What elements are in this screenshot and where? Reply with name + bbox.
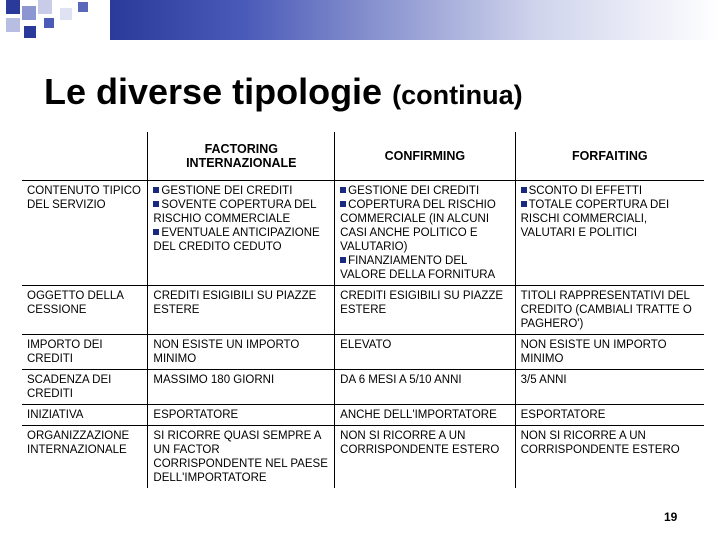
table-cell: CREDITI ESIGIBILI SU PIAZZE ESTERE: [148, 286, 335, 335]
table-row: [22, 426, 704, 489]
table-row: [22, 181, 704, 286]
bullet-item: FINANZIAMENTO DEL VALORE DELLA FORNITURA: [340, 255, 496, 281]
table-row: [22, 370, 704, 405]
comparison-table: [22, 132, 704, 488]
table-header-row: [22, 132, 704, 181]
header-forfaiting: FORFAITING: [515, 132, 704, 181]
bullet-item: GESTIONE DEI CREDITI: [153, 184, 330, 198]
header-confirming: CONFIRMING: [335, 132, 515, 181]
title-main: Le diverse tipologie: [44, 71, 383, 112]
table-cell: NON ESISTE UN IMPORTO MINIMO: [515, 335, 704, 370]
square-bullet-icon: [153, 187, 159, 193]
table-cell: [515, 181, 704, 286]
header-cell-empty: [22, 132, 148, 181]
table-cell: NON ESISTE UN IMPORTO MINIMO: [148, 335, 335, 370]
header-factoring: FACTORING INTERNAZIONALE: [148, 132, 335, 181]
slide-title: [44, 72, 523, 115]
deco-square: [24, 26, 36, 38]
title-subtitle: (continua): [392, 80, 523, 110]
row-label: IMPORTO DEI CREDITI: [22, 335, 148, 370]
square-bullet-icon: [153, 201, 159, 207]
deco-square: [22, 6, 36, 20]
square-bullet-icon: [521, 187, 527, 193]
bullet-item: SCONTO DI EFFETTI: [521, 184, 700, 198]
table-cell: ESPORTATORE: [515, 405, 704, 426]
square-bullet-icon: [340, 187, 346, 193]
deco-square: [6, 0, 20, 14]
row-label: ORGANIZZAZIONE INTERNAZIONALE: [22, 426, 148, 489]
bullet-item: SOVENTE COPERTURA DEL RISCHIO COMMERCIALE: [153, 199, 317, 225]
bullet-item: COPERTURA DEL RISCHIO COMMERCIALE (IN ALCUNI CASI ANCHE POLITICO E VALUTARIO): [340, 199, 496, 253]
table-cell: ELEVATO: [335, 335, 515, 370]
deco-square: [6, 18, 20, 32]
table-cell: DA 6 MESI A 5/10 ANNI: [335, 370, 515, 405]
table-cell: ANCHE DELL'IMPORTATORE: [335, 405, 515, 426]
page-number: 19: [664, 510, 678, 524]
row-label: CONTENUTO TIPICO DEL SERVIZIO: [22, 181, 148, 286]
table-cell: 3/5 ANNI: [515, 370, 704, 405]
bullet-item: EVENTUALE ANTICIPAZIONE DEL CREDITO CEDUTO: [153, 227, 320, 253]
square-bullet-icon: [340, 257, 346, 263]
table-cell: ESPORTATORE: [148, 405, 335, 426]
table-row: [22, 405, 704, 426]
header-gradient-bar: [110, 0, 720, 40]
bullet-item: GESTIONE DEI CREDITI: [340, 184, 510, 198]
deco-square: [60, 8, 72, 20]
row-label: SCADENZA DEI CREDITI: [22, 370, 148, 405]
deco-square: [44, 18, 54, 28]
table-cell: MASSIMO 180 GIORNI: [148, 370, 335, 405]
table-cell: [335, 181, 515, 286]
square-bullet-icon: [153, 229, 159, 235]
table-cell: [148, 181, 335, 286]
square-bullet-icon: [340, 201, 346, 207]
table-cell: TITOLI RAPPRESENTATIVI DEL CREDITO (CAMBIALI TRATTE O PAGHERO'): [515, 286, 704, 335]
table-cell: NON SI RICORRE A UN CORRISPONDENTE ESTERO: [520, 430, 680, 456]
table-row: [22, 286, 704, 335]
row-label: OGGETTO DELLA CESSIONE: [22, 286, 148, 335]
deco-square: [38, 0, 52, 14]
table-cell: NON SI RICORRE A UN CORRISPONDENTE ESTERO: [335, 426, 515, 489]
header-decoration: [0, 0, 720, 40]
table-cell: CREDITI ESIGIBILI SU PIAZZE ESTERE: [335, 286, 515, 335]
bullet-item: TOTALE COPERTURA DEI RISCHI COMMERCIALI, VALUTARI E POLITICI: [520, 199, 670, 239]
table-row: [22, 335, 704, 370]
row-label: INIZIATIVA: [22, 405, 148, 426]
square-bullet-icon: [521, 201, 527, 207]
deco-square: [78, 2, 88, 12]
table-cell: SI RICORRE QUASI SEMPRE A UN FACTOR CORRISPONDENTE NEL PAESE DELL'IMPORTATORE: [148, 426, 335, 489]
